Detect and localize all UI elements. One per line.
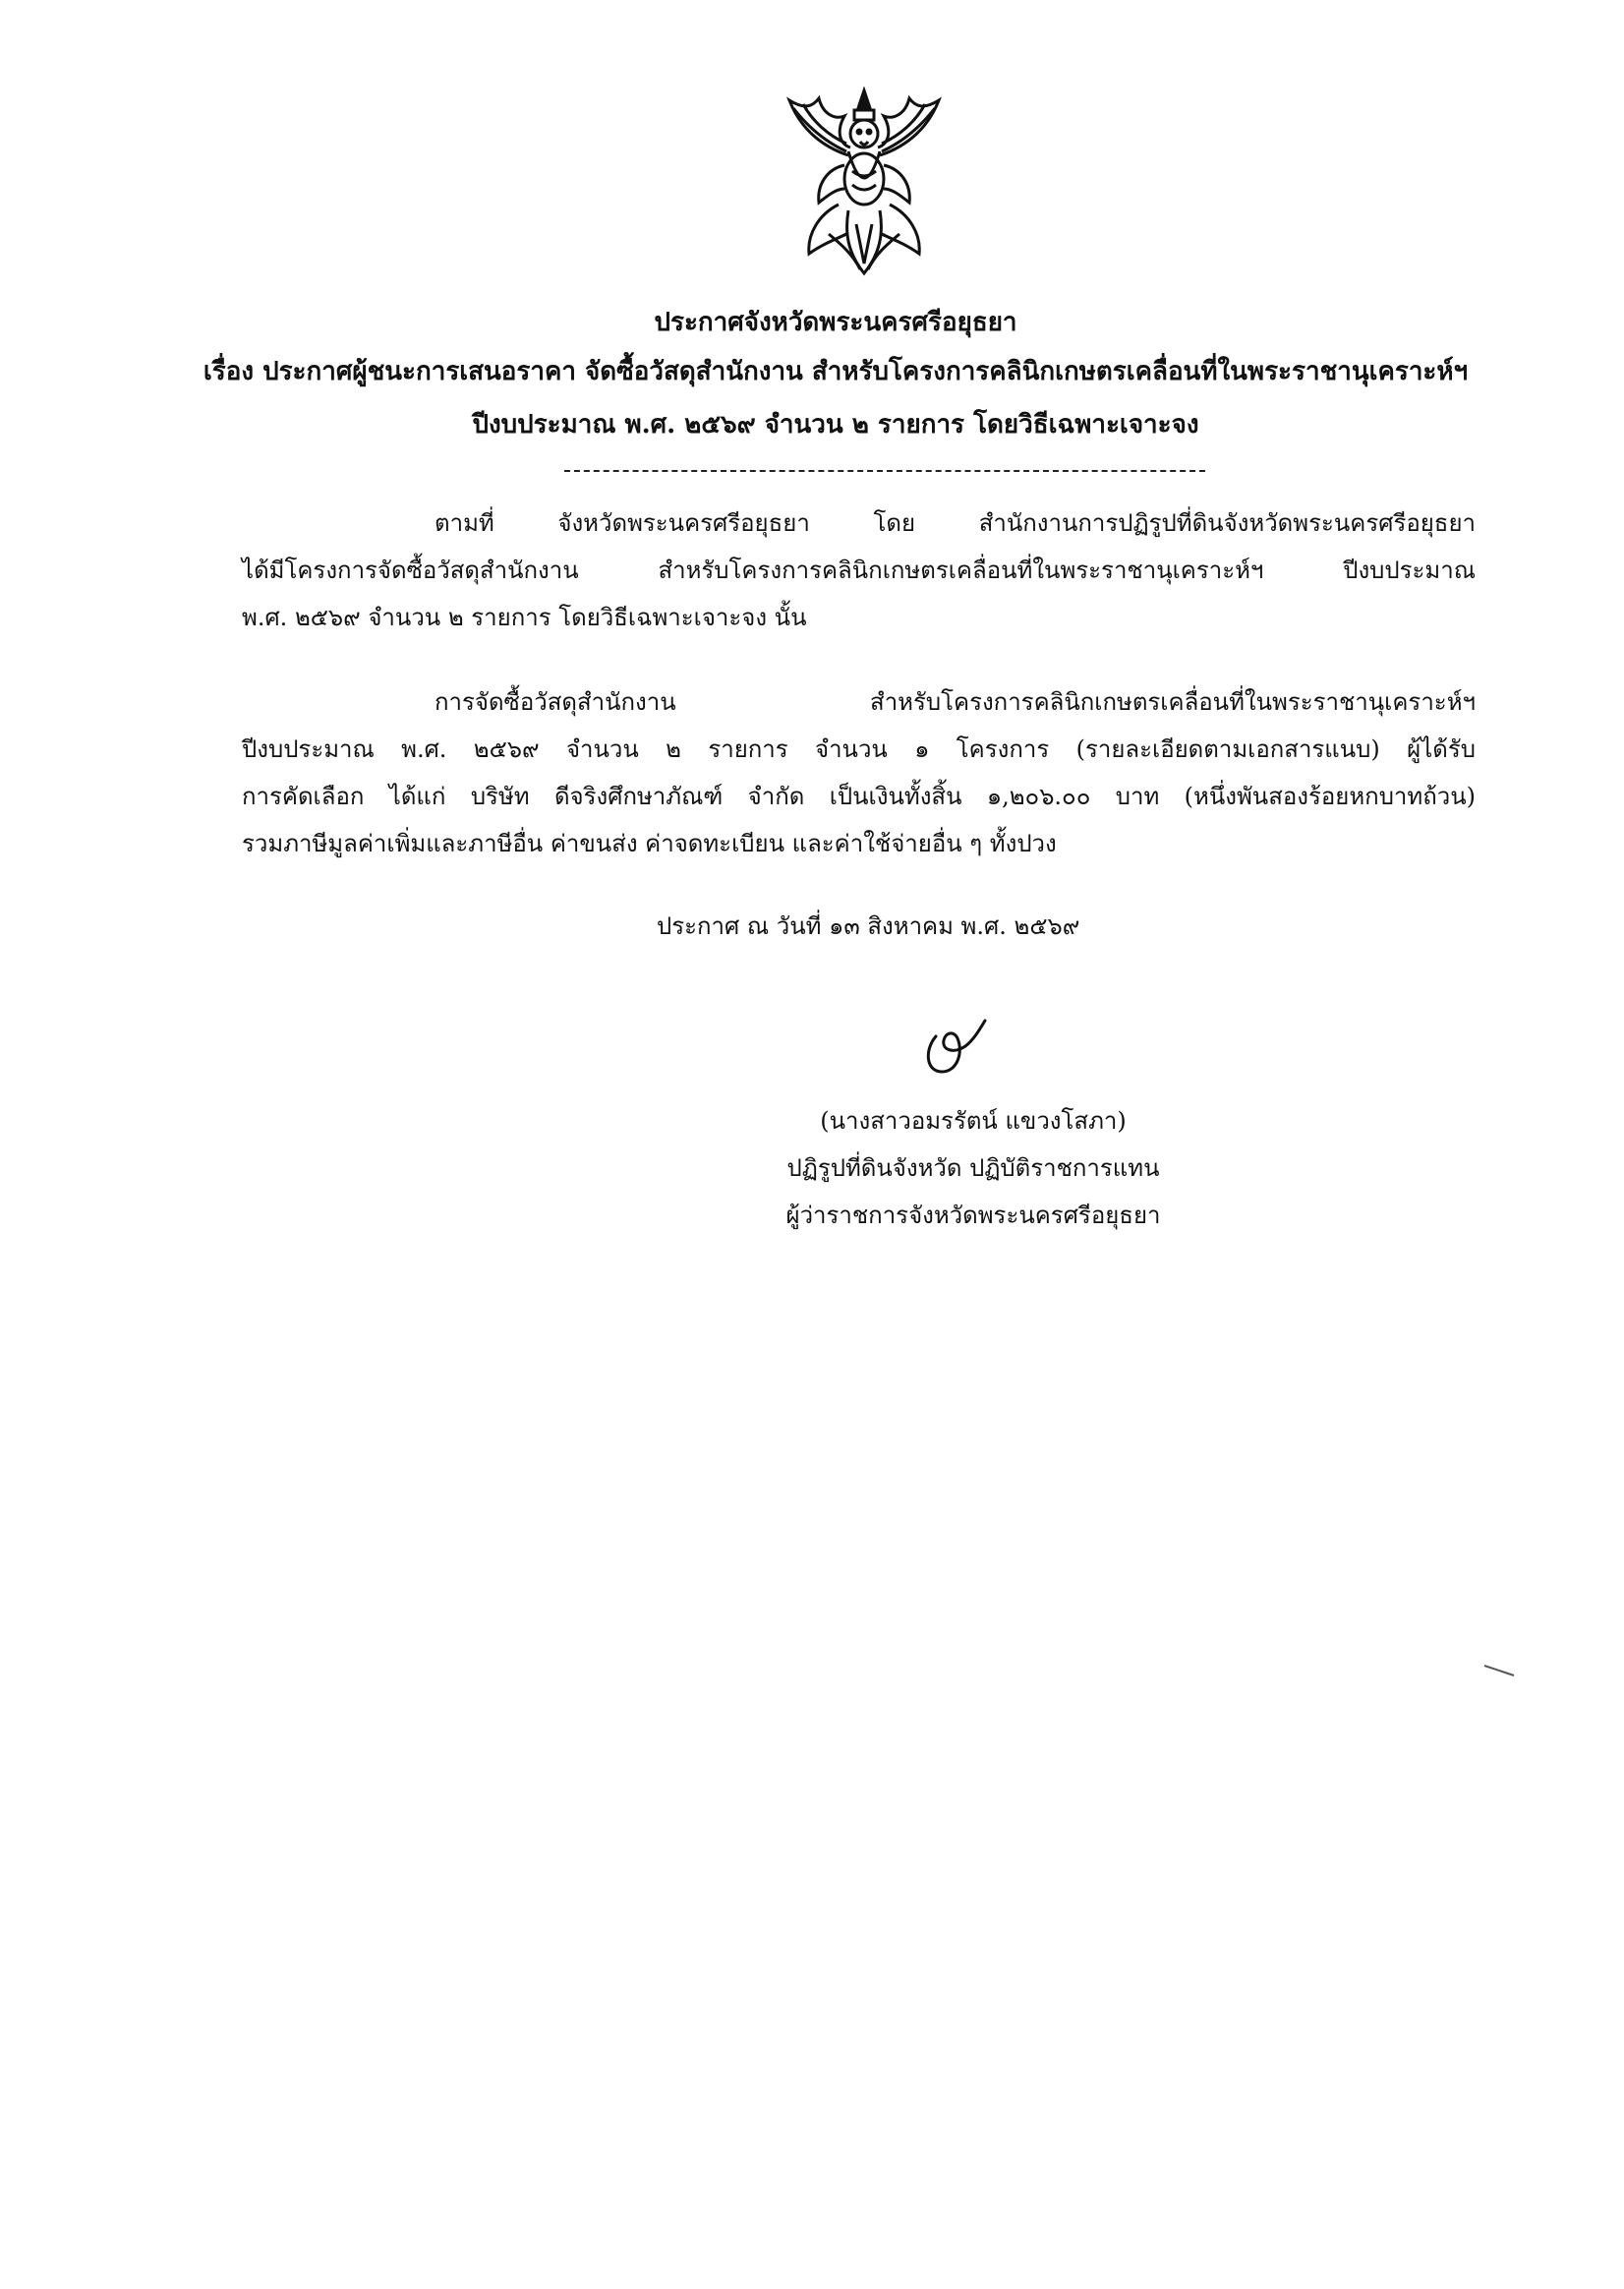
announcement-date: ประกาศ ณ วันที่ ๑๓ สิงหาคม พ.ศ. ๒๕๖๙ — [657, 912, 1080, 940]
paragraph-2-line: การคัดเลือก ได้แก่ บริษัท ดีจริงศึกษาภัณฑ์ จำกัด เป็นเงินทั้งสิ้น ๑,๒๐๖.๐๐ บาท (หนึ่งพันสองร้อยหกบาทถ้วน) — [242, 783, 1476, 810]
document-title: ประกาศจังหวัดพระนครศรีอยุธยา — [654, 308, 1017, 337]
signer-position-governor: ผู้ว่าราชการจังหวัดพระนครศรีอยุธยา — [785, 1202, 1161, 1229]
signature-icon — [914, 1007, 993, 1080]
signer-name: (นางสาวอมรรัตน์ แขวงโสภา) — [820, 1107, 1127, 1135]
scan-mark-icon — [1482, 1664, 1516, 1677]
paragraph-1-line: ได้มีโครงการจัดซื้อวัสดุสำนักงาน สำหรับโครงการคลินิกเกษตรเคลื่อนที่ในพระราชานุเคราะห์ฯ ปีงบประมาณ — [242, 557, 1476, 584]
paragraph-2-line: ปีงบประมาณ พ.ศ. ๒๕๖๙ จำนวน ๒ รายการ จำนวน ๑ โครงการ (รายละเอียดตามเอกสารแนบ) ผู้ได้รับ — [242, 735, 1476, 763]
signer-position: ปฏิรูปที่ดินจังหวัด ปฏิบัติราชการแทน — [786, 1154, 1160, 1182]
paragraph-2-line: รวมภาษีมูลค่าเพิ่มและภาษีอื่น ค่าขนส่ง ค่าจดทะเบียน และค่าใช้จ่ายอื่น ๆ ทั้งปวง — [242, 830, 1057, 857]
document-subject-continued: ปีงบประมาณ พ.ศ. ๒๕๖๙ จำนวน ๒ รายการ โดยวิธีเฉพาะเจาะจง — [472, 410, 1199, 440]
document-subject: เรื่อง ประกาศผู้ชนะการเสนอราคา จัดซื้อวัสดุสำนักงาน สำหรับโครงการคลินิกเกษตรเคลื่อนที่ในพระราชานุเคราะห์ฯ — [203, 357, 1469, 386]
garuda-emblem-icon — [780, 87, 949, 283]
paragraph-2 — [242, 678, 1476, 867]
title-divider — [564, 470, 1205, 472]
paragraph-1-line: พ.ศ. ๒๕๖๙ จำนวน ๒ รายการ โดยวิธีเฉพาะเจาะจง นั้น — [242, 604, 807, 631]
paragraph-2-line: การจัดซื้อวัสดุสำนักงาน สำหรับโครงการคลินิกเกษตรเคลื่อนที่ในพระราชานุเคราะห์ฯ — [435, 688, 1476, 716]
paragraph-1-line: ตามที่ จังหวัดพระนครศรีอยุธยา โดย สำนักงานการปฏิรูปที่ดินจังหวัดพระนครศรีอยุธยา — [435, 509, 1476, 537]
paragraph-1 — [242, 499, 1476, 641]
